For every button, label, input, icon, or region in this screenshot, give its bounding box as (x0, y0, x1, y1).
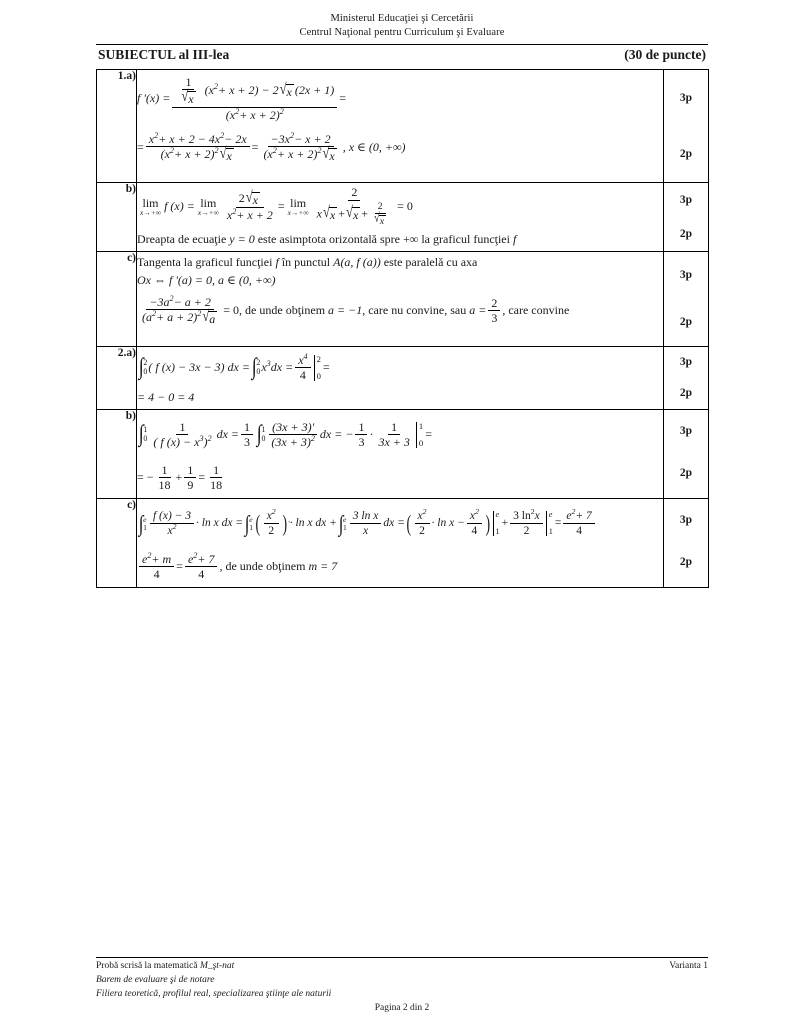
derivative-lhs: f '(x) = (137, 91, 171, 106)
row-body-1a: f '(x) = 1 √ x $(x^2+ x + 2) - 2$ √ x (2x + 1) $(x^2+ x + 2)^2$ = = $x^2+ x + 2 - 4x^2- 2x$ $(x^2+ x + 2)^2$ √ x = $-3x^2- x + 2$ $(x^2+ x + 2)^2$ √ x , x ∈ (0, +∞) (137, 69, 664, 182)
page-content (96, 12, 708, 588)
limit-result: = 0 (397, 199, 413, 214)
eq2: = (137, 140, 144, 155)
row-body-1b: lim x→+∞ f (x) = lim x→+∞ 2 √ x $x^2+ x + 2$ = lim x→+∞ 2 x √ x + √ x + 2 √ x = 0 Dreapta de ecuaţie y = 0 este asimptota orizontală spre +∞ la graficul funcţiei f (137, 182, 664, 251)
table-row (97, 346, 709, 409)
footer-page-number: Pagina 2 din 2 (374, 1003, 430, 1014)
row-label-2a: 2.a) (97, 346, 137, 409)
grading-scheme-table (96, 69, 709, 588)
num-part-b: $(x^2+ x + 2) - 2$ (204, 81, 279, 97)
points-bottom: 2p (679, 147, 693, 160)
row-points-2b (664, 409, 709, 498)
integral-result-2a: = 4 − 0 = 4 (137, 389, 195, 404)
row-body-2c: ∫ e 1 $\frac{f (x) - 3}{x^2}$ · ln x dx = ∫ e 1 ( $\frac{x^2}{2}$ ) ' · ln x dx + ∫ e 1 $\frac{\text{3 ln x}}{x}$ dx = ( $\frac{x^2}{2}$ · ln x − $\frac{x^2}{4}$ ) e 1 + $\frac{3 \ln^2x}{2}$ e 1 = $\frac{e^2+ 7}{4}$ $\frac{e^2+ m}{4}$ = $\frac{e^2+ 7}{4}$ , de unde obţinem m = 7 (137, 498, 664, 587)
points-top: 3p (679, 269, 693, 282)
points-bottom: 2p (679, 466, 693, 479)
table-row (97, 498, 709, 587)
table-row (97, 409, 709, 498)
row-body-2a: ∫ 2 0 ( f (x) − 3x − 3) dx = ∫ 2 0 $x^3dx$ = $\frac{x^4}{4}$ 2 0 = = 4 − 0 = 4 (137, 346, 664, 409)
integral-sign: ∫ 2 0 (138, 354, 148, 381)
tail-3: , care convine (502, 303, 570, 318)
tail-2c: , de unde obţinem (219, 559, 306, 574)
points-bottom: 2p (679, 316, 693, 329)
row-label-1b: b) (97, 182, 137, 251)
points-bottom: 2p (679, 555, 693, 568)
equals-sign: = (339, 91, 347, 106)
row-points-1a (664, 69, 709, 182)
ministry-line-1: Ministerul Educaţiei şi Cercetării (330, 13, 474, 24)
row-points-1b (664, 182, 709, 251)
footer-rule (96, 957, 708, 958)
points-top: 3p (679, 424, 693, 437)
eq3: = (251, 140, 259, 155)
points-top: 3p (679, 193, 693, 206)
sqrt-x: x (188, 92, 194, 107)
subject-bar (96, 45, 708, 66)
row-label-2b: b) (97, 409, 137, 498)
points-top: 3p (679, 513, 693, 526)
points-bottom: 2p (679, 227, 693, 240)
evaluation-bar: 2 0 (314, 355, 321, 381)
row-body-1c: Tangenta la graficul funcţiei f în punctul A(a, f (a)) este paralelă cu axa Ox ⇔ f '(a) = 0, a ∈ (0, +∞) $-3a^2- a + 2$ $(a^2+ a + 2)^2$ √ a = 0, de unde obţinem a = −1 , care nu convine, sau a = $\frac{2}{3}$ , care convine (137, 251, 664, 346)
points-top: 3p (679, 356, 693, 369)
footer-line-2: Barem de evaluare şi de notare (96, 974, 215, 985)
points-top: 3p (679, 91, 693, 104)
row-label-1a: 1.a) (97, 69, 137, 182)
tangent-condition: Ox ⇔ f '(a) = 0, a ∈ (0, +∞) (137, 273, 276, 288)
tail-2: , care nu convine, sau (362, 303, 467, 318)
table-row (97, 182, 709, 251)
subject-points: (30 de puncte) (624, 46, 706, 62)
tangent-sentence: Tangenta la graficul funcţiei f în punctul A(a, f (a)) este paralelă cu axa (137, 254, 478, 269)
footer-exam-label: Probă scrisă la matematică M_şt-nat (96, 961, 235, 971)
den-part: $(x^2+ x + 2)^2$ (225, 107, 284, 123)
subject-title: SUBIECTUL al III-lea (98, 46, 230, 62)
table-row (97, 251, 709, 346)
domain: , x ∈ (0, +∞) (342, 140, 406, 155)
footer-line-1 (96, 960, 708, 974)
row-points-2a (664, 346, 709, 409)
page-footer (96, 957, 708, 1016)
row-points-1c (664, 251, 709, 346)
limit-op: lim (142, 196, 159, 211)
row-label-2c: c) (97, 498, 137, 587)
tail-1: = 0, de unde obţinem (223, 303, 326, 318)
table-row (97, 69, 709, 182)
footer-variant: Varianta 1 (669, 961, 708, 971)
row-label-1c: c) (97, 251, 137, 346)
row-body-2b: ∫ 1 0 $\frac{1}{( f (x) - x^3)^2}$ dx = $\frac{1}{3}$ ∫ 1 0 $\frac{(3x + 3)'}{(3x + 3)^2}$ dx = − $\frac{1}{3}$ · $\frac{1}{3x + 3}$ 1 0 = = − $\frac{1}{18}$ + $\frac{1}{9}$ = $\frac{1}{18}$ (137, 409, 664, 498)
ministry-line-2: Centrul Naţional pentru Curriculum şi Evaluare (299, 26, 505, 38)
row-points-2c (664, 498, 709, 587)
document-header (96, 12, 708, 40)
points-bottom: 2p (679, 387, 693, 400)
footer-line-3: Filiera teoretică, profilul real, specializarea ştiinţe ale naturii (96, 988, 332, 999)
inner-num: 1 (182, 76, 194, 91)
asymptote-conclusion: Dreapta de ecuaţie y = 0 este asimptota orizontală spre +∞ la graficul funcţiei f (137, 231, 517, 246)
